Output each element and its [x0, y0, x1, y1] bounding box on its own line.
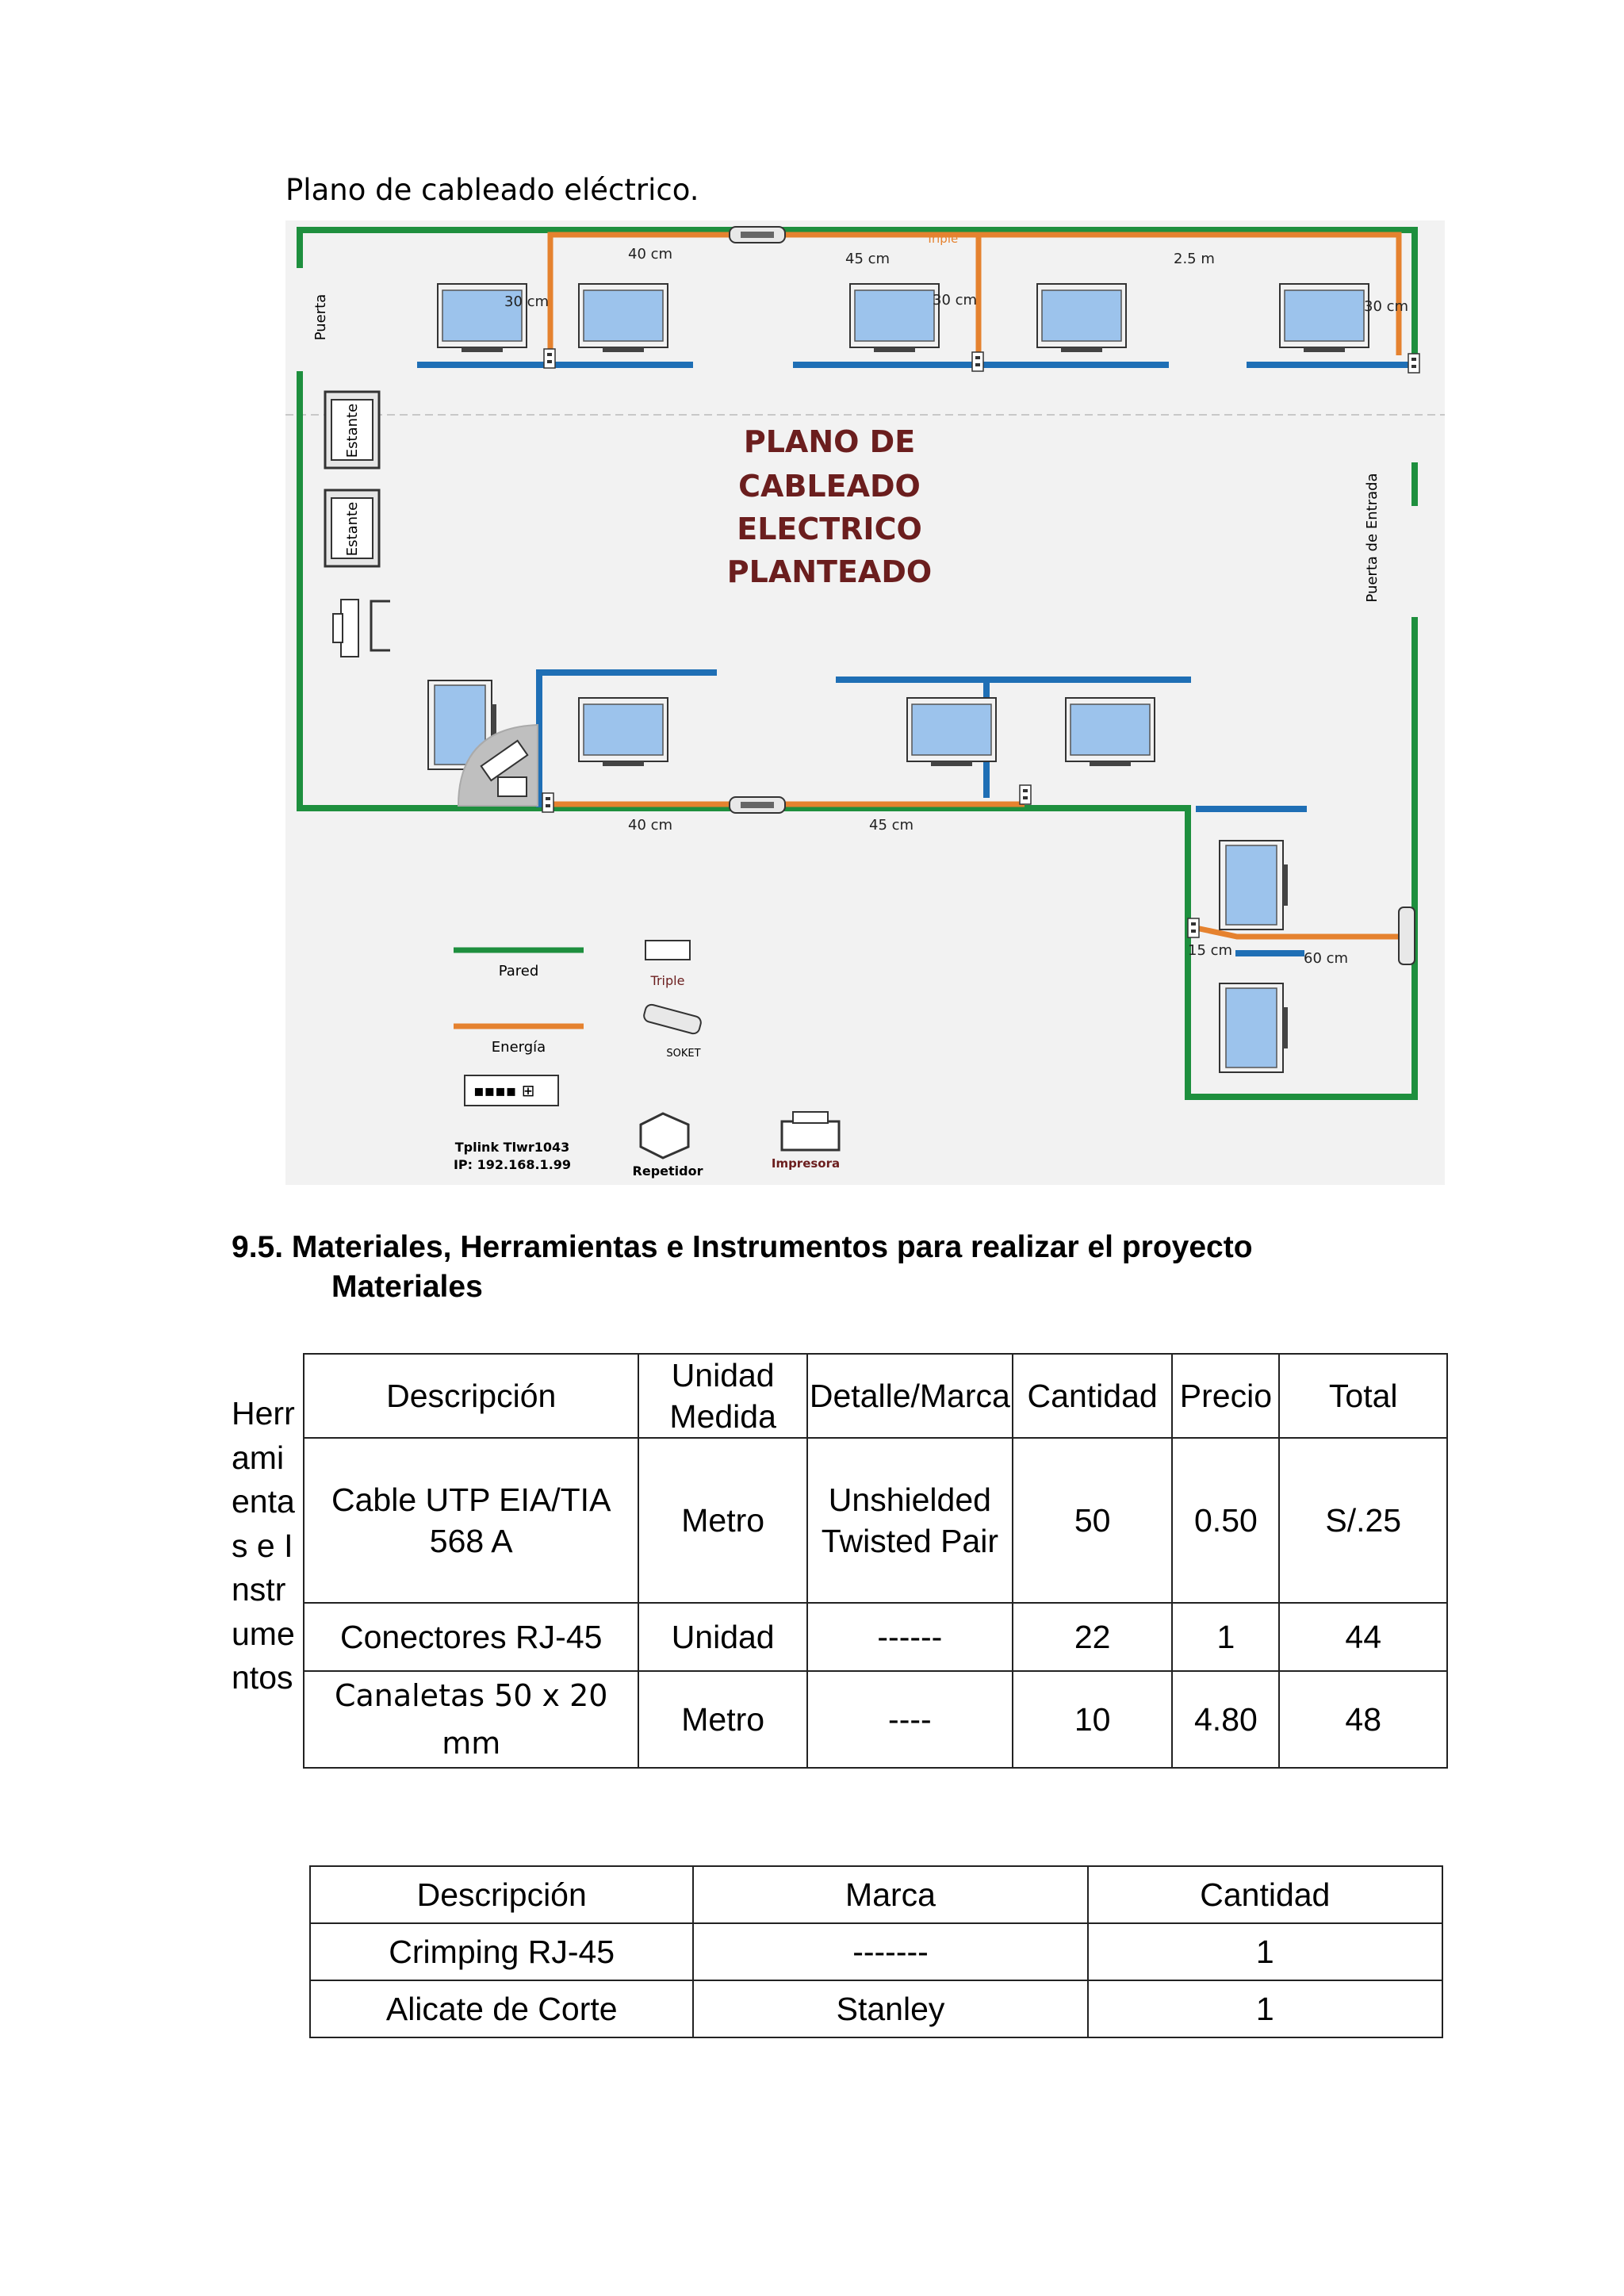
header-cell: Detalle/Marca	[807, 1354, 1013, 1438]
table-row	[304, 1671, 1447, 1768]
table-cell: Conectores RJ-45	[304, 1603, 638, 1671]
repeater-icon	[498, 777, 527, 796]
section-subtitle: Materiales	[331, 1270, 483, 1304]
table-cell: 0.50	[1172, 1438, 1279, 1603]
svg-text:Triple: Triple	[926, 232, 959, 246]
table-row	[304, 1603, 1447, 1671]
triple-outlet-icon	[544, 349, 555, 368]
table-cell: Stanley	[693, 1980, 1087, 2037]
table-row	[310, 1980, 1442, 2037]
table-cell: 48	[1279, 1671, 1447, 1768]
table-header-row	[310, 1866, 1442, 1923]
section-heading	[232, 1228, 1253, 1307]
socket-bottom-icon	[730, 797, 785, 813]
table-cell: 50	[1013, 1438, 1173, 1603]
svg-text:30 cm: 30 cm	[933, 292, 978, 309]
header-cell: Cantidad	[1088, 1866, 1442, 1923]
legend-router-name: Tplink Tlwr1043	[454, 1140, 570, 1155]
router-ports-glyph: ▪▪▪▪ ⊞	[473, 1081, 535, 1100]
header-cell: Descripción	[304, 1354, 638, 1438]
table-cell: Cable UTP EIA/TIA 568 A	[304, 1438, 638, 1603]
triple-legend-icon	[645, 941, 690, 960]
table-cell: Metro	[638, 1438, 806, 1603]
socket-top-icon	[730, 227, 785, 243]
table-cell: Metro	[638, 1671, 806, 1768]
legend-pared: Pared	[498, 963, 539, 979]
table-cell: 1	[1088, 1923, 1442, 1980]
legend-impresora: Impresora	[771, 1156, 841, 1171]
table-cell: 1	[1172, 1603, 1279, 1671]
plan-caption: Plano de cableado eléctrico.	[285, 173, 699, 207]
svg-text:45 cm: 45 cm	[845, 251, 891, 267]
materials-table	[303, 1353, 1448, 1769]
section-title: 9.5. Materiales, Herramientas e Instrumentos para realizar el proyecto	[232, 1230, 1253, 1264]
table-cell: Crimping RJ-45	[310, 1923, 693, 1980]
table-cell: Canaletas 50 x 20 mm	[304, 1671, 638, 1768]
svg-text:15 cm: 15 cm	[1188, 942, 1233, 959]
legend-repetidor: Repetidor	[632, 1163, 703, 1179]
table-cell: S/.25	[1279, 1438, 1447, 1603]
table-cell: 10	[1013, 1671, 1173, 1768]
side-label-herramientas: Herramientas e Instrumentos	[232, 1395, 295, 1696]
svg-text:40 cm: 40 cm	[628, 246, 673, 263]
table-cell: 1	[1088, 1980, 1442, 2037]
table-cell: Unidad	[638, 1603, 806, 1671]
svg-text:PLANTEADO: PLANTEADO	[726, 554, 933, 589]
legend-triple: Triple	[650, 973, 685, 988]
table-cell: 44	[1279, 1603, 1447, 1671]
socket-right-icon	[1399, 907, 1415, 964]
triple-outlet-icon	[1020, 785, 1031, 804]
header-cell: Descripción	[310, 1866, 693, 1923]
legend-router-ip: IP: 192.168.1.99	[453, 1157, 572, 1172]
table-cell: Alicate de Corte	[310, 1980, 693, 2037]
printer-legend-icon	[782, 1121, 839, 1150]
triple-outlet-icon	[972, 352, 983, 371]
header-cell: Unidad Medida	[638, 1354, 806, 1438]
header-cell: Cantidad	[1013, 1354, 1173, 1438]
header-cell: Precio	[1172, 1354, 1279, 1438]
svg-text:45 cm: 45 cm	[869, 817, 914, 834]
table-cell: -------	[693, 1923, 1087, 1980]
table-header-row	[304, 1354, 1447, 1438]
table-cell: 22	[1013, 1603, 1173, 1671]
legend-energia: Energía	[491, 1039, 546, 1056]
table-cell: ------	[807, 1603, 1013, 1671]
svg-text:40 cm: 40 cm	[628, 817, 673, 834]
shelf-1	[325, 392, 379, 468]
svg-text:PLANO DE: PLANO DE	[743, 424, 916, 459]
header-cell: Marca	[693, 1866, 1087, 1923]
table-cell: Unshielded Twisted Pair	[807, 1438, 1013, 1603]
header-cell: Total	[1279, 1354, 1447, 1438]
triple-outlet-icon	[1408, 354, 1419, 373]
shelf-label-1: Estante	[344, 403, 361, 458]
table-cell: 4.80	[1172, 1671, 1279, 1768]
svg-text:60 cm: 60 cm	[1304, 950, 1349, 967]
triple-outlet-icon	[542, 793, 553, 812]
svg-text:ELECTRICO: ELECTRICO	[737, 512, 922, 546]
svg-text:30 cm: 30 cm	[504, 293, 550, 310]
electrical-wiring-floor-plan	[285, 220, 1445, 1185]
table-row	[310, 1923, 1442, 1980]
legend-soket: SOKET	[666, 1048, 701, 1060]
tools-table	[309, 1865, 1443, 2038]
door-label: Puerta	[312, 293, 329, 341]
table-row	[304, 1438, 1447, 1603]
triple-outlet-icon	[1188, 918, 1199, 937]
shelf-2	[325, 490, 379, 566]
entry-door-label: Puerta de Entrada	[1364, 473, 1381, 603]
table-cell: ----	[807, 1671, 1013, 1768]
svg-text:CABLEADO: CABLEADO	[738, 469, 921, 504]
shelf-label-2: Estante	[344, 501, 361, 557]
svg-text:30 cm: 30 cm	[1364, 298, 1409, 315]
svg-text:2.5 m: 2.5 m	[1174, 251, 1215, 267]
